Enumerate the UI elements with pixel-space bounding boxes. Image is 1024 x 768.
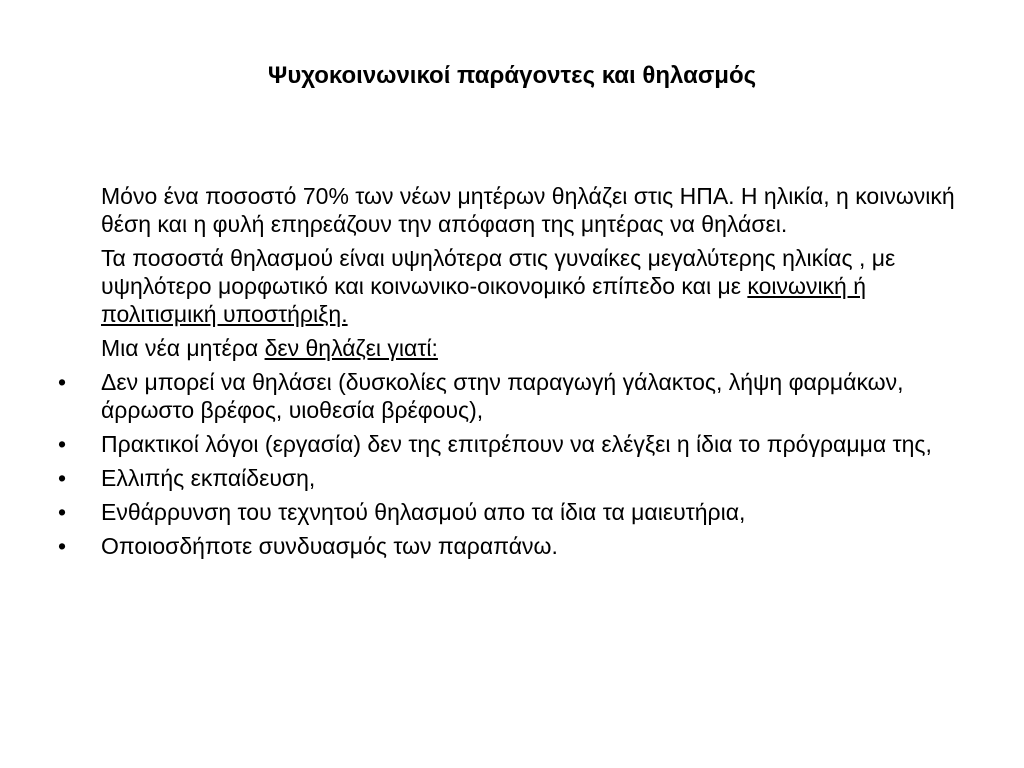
slide-body — [58, 182, 968, 566]
paragraph-2 — [58, 244, 968, 328]
paragraph-3-text: Μια νέα μητέρα — [101, 335, 265, 361]
bullet-item — [58, 368, 968, 424]
bullet-text: Οποιοσδήποτε συνδυασμός των παραπάνω. — [101, 533, 558, 559]
bullet-item — [58, 430, 968, 458]
paragraph-1-text: Μόνο ένα ποσοστό 70% των νέων μητέρων θηλάζει στις ΗΠΑ. Η ηλικία, η κοινωνική θέση και η φυλή επηρεάζουν την απόφαση της μητέρας να θηλάσει. — [101, 183, 955, 237]
bullet-text: Ελλιπής εκπαίδευση, — [101, 465, 316, 491]
bullet-dot-icon: • — [58, 533, 67, 559]
bullet-item — [58, 532, 968, 560]
bullet-item — [58, 498, 968, 526]
bullet-dot-icon: • — [58, 499, 67, 525]
bullet-dot-icon: • — [58, 369, 67, 395]
paragraph-2-text: Τα ποσοστά θηλασμού είναι υψηλότερα στις γυναίκες μεγαλύτερης ηλικίας , με υψηλότερο μορφωτικό και κοινωνικο-οικονομικό επίπεδο και με — [101, 245, 896, 299]
paragraph-3 — [58, 334, 968, 362]
bullet-item — [58, 464, 968, 492]
bullet-text: Πρακτικοί λόγοι (εργασία) δεν της επιτρέπουν να ελέγξει η ίδια το πρόγραμμα της, — [101, 431, 932, 457]
bullet-dot-icon: • — [58, 431, 67, 457]
paragraph-2-underlined: κοινωνική ή πολιτισμική υποστήριξη. — [101, 273, 867, 327]
bullet-text: Ενθάρρυνση του τεχνητού θηλασμού απο τα ίδια τα μαιευτήρια, — [101, 499, 746, 525]
slide-title: Ψυχοκοινωνικοί παράγοντες και θηλασμός — [267, 62, 757, 89]
bullet-dot-icon: • — [58, 465, 67, 491]
paragraph-1 — [58, 182, 968, 238]
paragraph-3-underlined: δεν θηλάζει γιατί: — [264, 335, 438, 361]
bullet-text: Δεν μπορεί να θηλάσει (δυσκολίες στην παραγωγή γάλακτος, λήψη φαρμάκων, άρρωστο βρέφος, υιοθεσία βρέφους), — [101, 369, 904, 423]
